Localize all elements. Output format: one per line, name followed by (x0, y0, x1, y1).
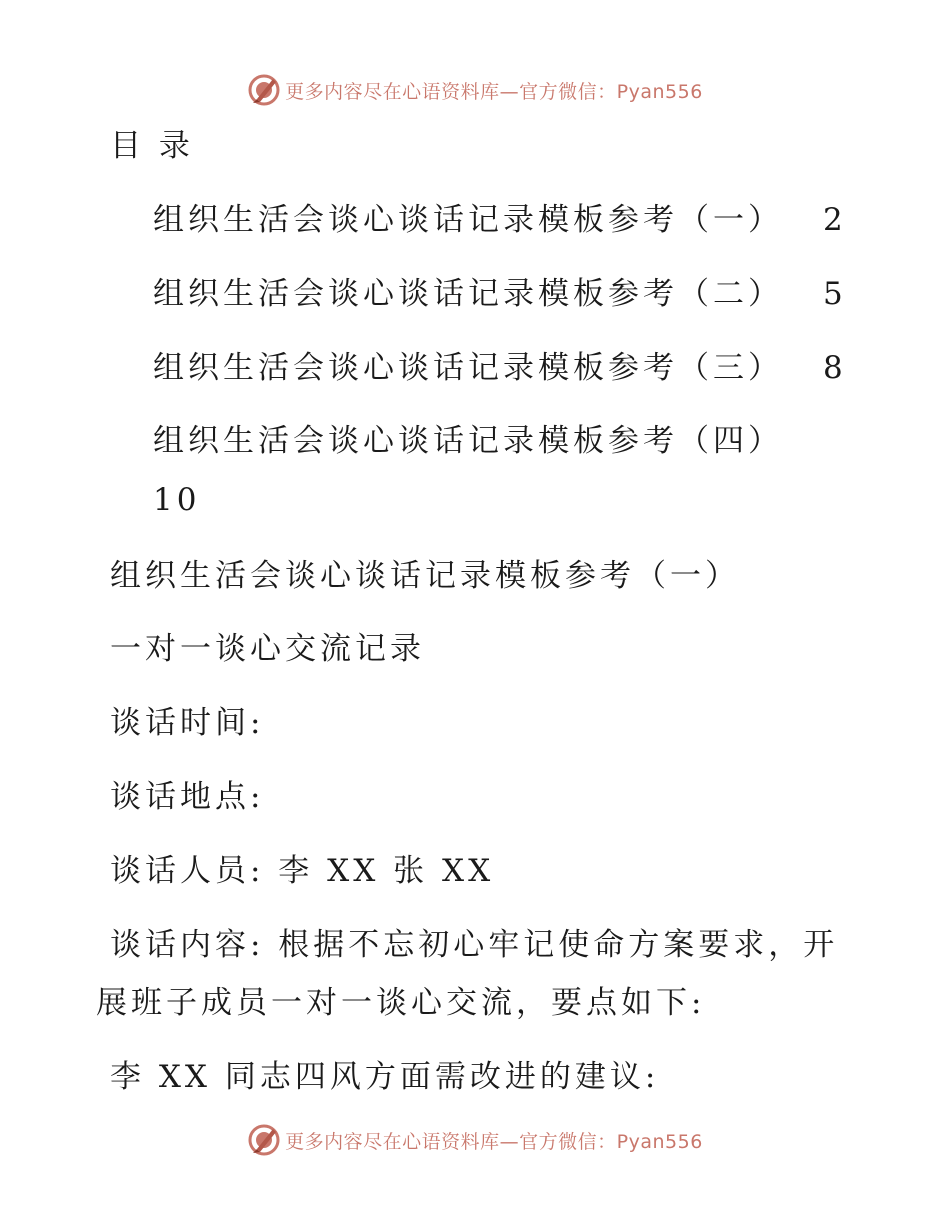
record-title: 一对一谈心交流记录 (110, 631, 425, 667)
header-watermark (0, 70, 950, 110)
toc-entry-3-page[interactable]: 8 (823, 350, 843, 386)
toc-entry-3-title[interactable]: 组织生活会谈心谈话记录模板参考（三） (153, 350, 783, 386)
toc-entry-4-page[interactable]: 10 (153, 482, 201, 518)
watermark-text: 更多内容尽在心语资料库—官方微信：Pyan556 (285, 80, 703, 103)
people-line: 谈话人员: 李 XX 张 XX (110, 853, 495, 889)
toc-entry-2-title[interactable]: 组织生活会谈心谈话记录模板参考（二） (153, 276, 783, 312)
time-label: 谈话时间: (110, 705, 265, 741)
suggestion-line: 李 XX 同志四风方面需改进的建议: (110, 1059, 660, 1095)
toc-heading: 目 录 (110, 128, 194, 164)
place-label: 谈话地点: (110, 779, 265, 815)
toc-entry-1-page[interactable]: 2 (823, 202, 843, 238)
toc-entry-4-title[interactable]: 组织生活会谈心谈话记录模板参考（四） (153, 423, 783, 459)
footer-watermark (0, 1120, 950, 1160)
content-line-1: 谈话内容: 根据不忘初心牢记使命方案要求，开 (110, 927, 839, 963)
toc-entry-2-page[interactable]: 5 (823, 276, 843, 312)
quill-logo-icon (247, 73, 281, 107)
section-title: 组织生活会谈心谈话记录模板参考（一） (110, 558, 740, 594)
quill-logo-icon (247, 1123, 281, 1157)
watermark-text: 更多内容尽在心语资料库—官方微信：Pyan556 (285, 1130, 703, 1153)
toc-entry-1-title[interactable]: 组织生活会谈心谈话记录模板参考（一） (153, 202, 783, 238)
content-line-2: 展班子成员一对一谈心交流，要点如下: (96, 985, 706, 1021)
